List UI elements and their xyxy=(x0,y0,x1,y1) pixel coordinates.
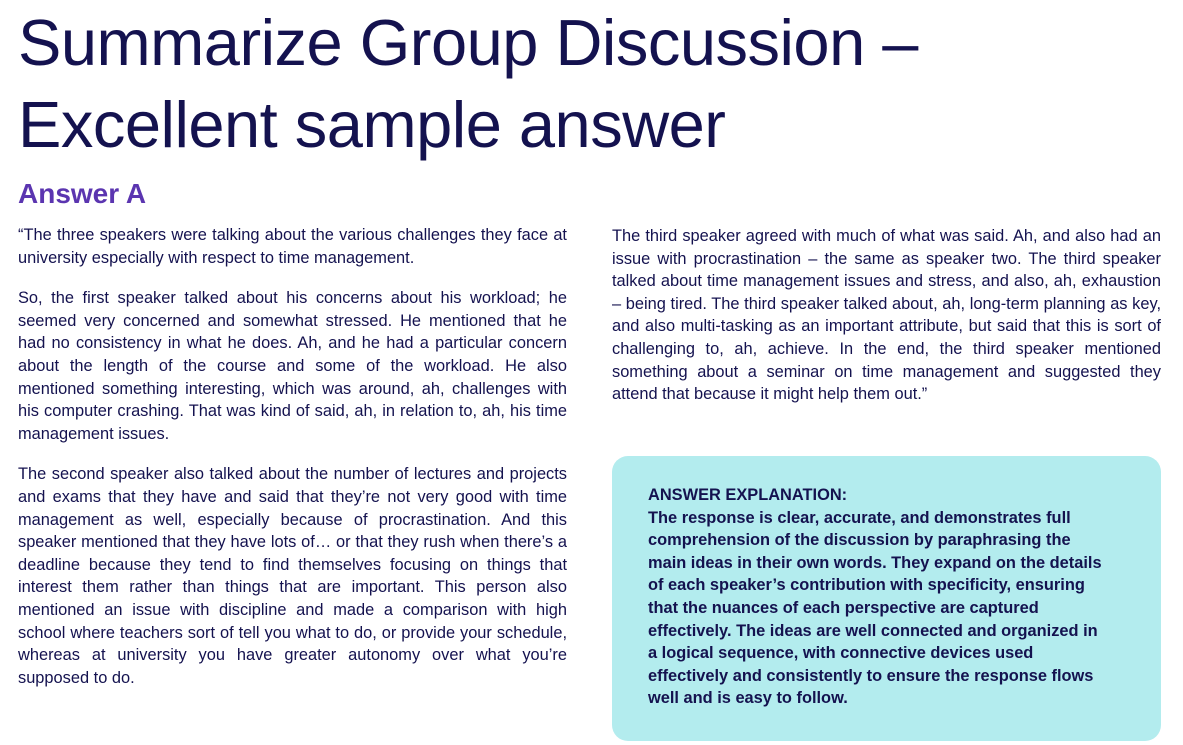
second-speaker-paragraph: The second speaker also talked about the number of lectures and projects and exams that they have and said that they’re not very good with time management as well, especially because of procrastination. And this speaker mentioned that they have lots of… or that they rush when there’s a deadline because they tend to find themselves focusing on things that interest them rather than things that are important. This person also mentioned an issue with discipline and made a comparison with high school where teachers sort of tell you what to do, or provide your schedule, whereas at university you have greater autonomy over what you’re supposed to do. xyxy=(18,465,567,687)
page-title-line-1: Summarize Group Discussion – xyxy=(18,6,918,79)
answer-explanation-box xyxy=(612,456,1161,741)
answer-explanation-text: The response is clear, accurate, and demonstrates full comprehension of the discussion by paraphrasing the main ideas in their own words. They expand on the details of each speaker’s contribution with specificity, ensuring that the nuances of each perspective are captured effectively. The ideas are well connected and organized in a logical sequence, with connective devices used effectively and consistently to ensure the response flows well and is easy to follow. xyxy=(648,508,1102,708)
left-column xyxy=(18,224,567,689)
page-title-line-2: Excellent sample answer xyxy=(18,88,726,161)
answer-heading: Answer A xyxy=(18,178,147,209)
page-title xyxy=(18,2,1118,166)
right-column xyxy=(612,225,1161,406)
answer-explanation-heading: ANSWER EXPLANATION: xyxy=(648,486,848,504)
intro-paragraph: “The three speakers were talking about the various challenges they face at university especially with respect to time management. xyxy=(18,226,567,267)
third-speaker-paragraph: The third speaker agreed with much of what was said. Ah, and also had an issue with procrastination – the same as speaker two. The third speaker talked about time management issues and stress, and also, ah, exhaustion – being tired. The third speaker talked about, ah, long-term planning as key, and also multi-tasking as an important attribute, but said that this is sort of challenging to, ah, achieve. In the end, the third speaker mentioned something about a seminar on time management and suggested they attend that because it might help them out.” xyxy=(612,227,1161,404)
first-speaker-paragraph: So, the first speaker talked about his concerns about his workload; he seemed very concerned and somewhat stressed. He mentioned that he had no consistency in what he does. Ah, and he had a particular concern about the length of the course and some of the workload. He also mentioned something interesting, which was around, ah, challenges with his computer crashing. That was kind of said, ah, in relation to, ah, his time management issues. xyxy=(18,289,567,443)
